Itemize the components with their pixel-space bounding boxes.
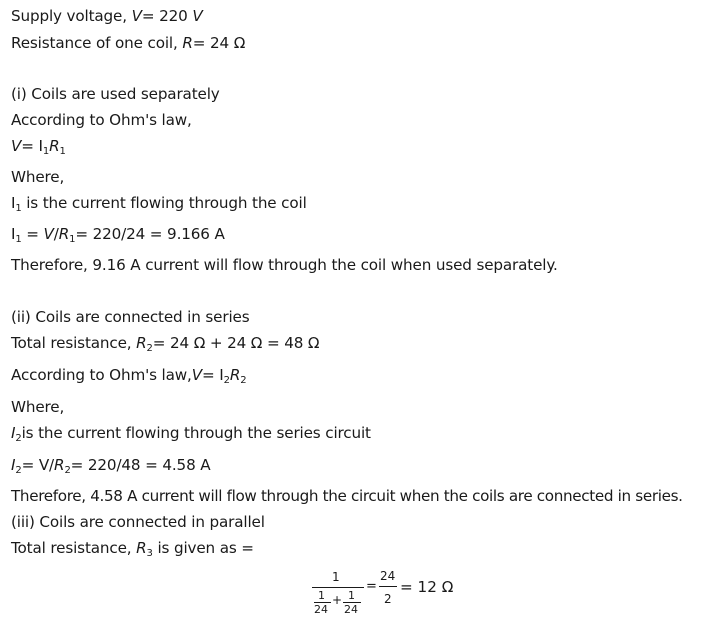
part3-heading: (iii) Coils are connected in parallel <box>11 513 265 531</box>
part3-total-resistance: Total resistance, $R_3$ is given as = <box>11 539 254 559</box>
part2-calculation: $I_2= V/R_2= 220/48 = 4.58$ A <box>11 456 211 476</box>
part2-heading: (ii) Coils are connected in series <box>11 308 250 326</box>
middle-numerator: 24 <box>380 569 396 583</box>
inner-left-numerator: 1 <box>318 589 325 602</box>
inner-left-denominator: 24 <box>314 603 328 616</box>
part2-where: Where, <box>11 398 65 416</box>
part1-calculation: $I_1 = V/R_1= 220/24 = 9.166$ A <box>11 225 225 245</box>
supply-voltage-line: Supply voltage, V= 220 V <box>11 7 203 25</box>
inner-right-denominator: 24 <box>344 603 358 616</box>
part2-conclusion: Therefore, 4.58 A current will flow through the circuit when the coils are connected in series. <box>11 487 683 505</box>
outer-numerator: 1 <box>332 570 340 584</box>
part1-conclusion: Therefore, 9.16 A current will flow through the coil when used separately. <box>11 256 558 274</box>
part1-ohm-intro: According to Ohm's law, <box>11 111 192 129</box>
result-value: = 12 Ω <box>400 578 454 596</box>
middle-denominator: 2 <box>384 592 392 606</box>
part1-formula: $V= I_1R_1$ <box>11 137 66 157</box>
resistance-line: Resistance of one coil, R= 24 Ω <box>11 34 246 52</box>
plus-sign: + <box>332 593 343 607</box>
main-fraction-bar <box>312 587 364 588</box>
part2-total-resistance: Total resistance, $R_2= 24$ Ω + 24 Ω = 48 Ω <box>11 334 320 354</box>
equals-sign: = <box>366 579 377 594</box>
part1-heading: (i) Coils are used separately <box>11 85 220 103</box>
part1-current-definition: $I_1$ is the current flowing through the coil <box>11 194 307 214</box>
middle-fraction-bar <box>379 586 397 587</box>
part2-ohm-law: According to Ohm's $law,V= I_2R_2$ <box>11 366 247 386</box>
part2-current-definition: $I_2is$ the current flowing through the series circuit <box>11 424 371 444</box>
part1-where: Where, <box>11 168 65 186</box>
inner-right-numerator: 1 <box>348 589 355 602</box>
